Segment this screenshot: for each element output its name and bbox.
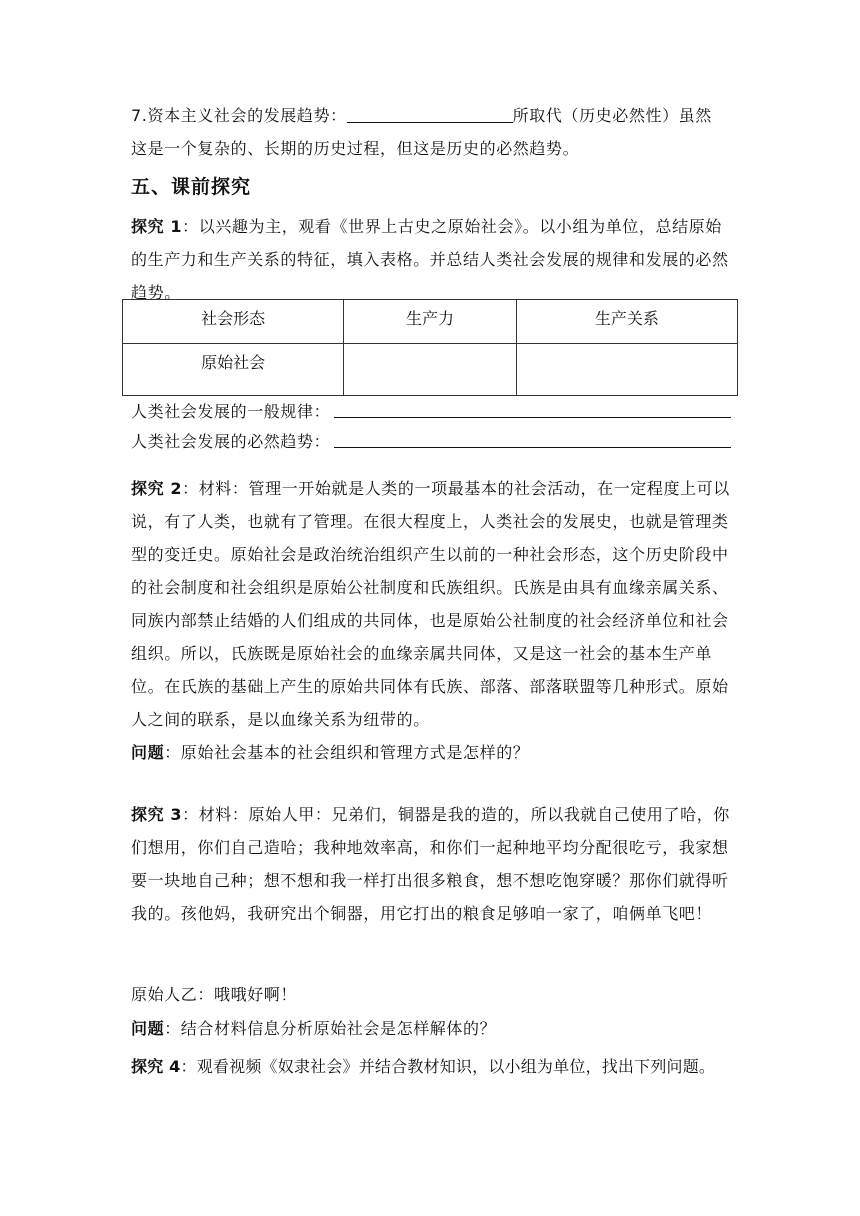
productivity-table — [122, 299, 738, 396]
table-header-cell: 生产关系 — [516, 300, 737, 344]
explore-4 — [131, 1050, 731, 1083]
section-title: 五、课前探究 — [131, 176, 252, 198]
question-3 — [131, 1012, 731, 1045]
answer-line[interactable] — [334, 446, 731, 448]
explore-1 — [131, 210, 731, 309]
item-7-suffix: 所取代（历史必然性）虽然 — [512, 106, 712, 125]
answer-line[interactable] — [334, 416, 731, 418]
explore-2 — [131, 472, 731, 769]
explore-1-label: 探究 1 — [131, 217, 183, 236]
question-text: ：结合材料信息分析原始社会是怎样解体的？ — [164, 1019, 497, 1038]
question-label: 问题 — [131, 743, 165, 762]
explore-2-text: ：材料：管理一开始就是人类的一项最基本的社会活动，在一定程度上可以说，有了人类，也就有了管理。在很大程度上，人类社会的发展史，也就是管理类型的变迁史。原始社会是政治统治组织产生以前的一种社会形态，这个历史阶段中的社会制度和社会组织是原始公社制度和氏族组织。氏族是由具有血缘亲属关系、同族内部禁止结婚的人们组成的共同体，也是原始公社制度的社会经济单位和社会组织。所以，氏族既是原始社会的血缘亲属共同体，又是这一社会的基本生产单位。在氏族的基础上产生的原始共同体有氏族、部落、部落联盟等几种形式。原始人之间的联系，是以血缘关系为纽带的。 — [131, 479, 730, 729]
table-header-cell: 社会形态 — [123, 300, 344, 344]
explore-3-label: 探究 3 — [131, 805, 183, 824]
table-cell: 原始社会 — [123, 344, 344, 396]
table-header-row — [123, 300, 738, 344]
question-text: ：原始社会基本的社会组织和管理方式是怎样的？ — [164, 743, 530, 762]
explore-1-text: ：以兴趣为主，观看《世界上古史之原始社会》。以小组为单位，总结原始的生产力和生产关系的特征，填入表格。并总结人类社会发展的规律和发展的必然趋势。 — [131, 217, 729, 302]
explore-3 — [131, 798, 731, 930]
explore-2-label: 探究 2 — [131, 479, 183, 498]
item-7-prefix: 7.资本主义社会的发展趋势： — [131, 106, 347, 125]
general-law-line — [131, 398, 731, 422]
table-row — [123, 344, 738, 396]
explore-4-label: 探究 4 — [131, 1057, 181, 1076]
table-cell-relations[interactable] — [516, 344, 737, 396]
item-7 — [131, 99, 731, 165]
inevitable-trend-label: 人类社会发展的必然趋势： — [131, 432, 331, 451]
general-law-label: 人类社会发展的一般规律： — [131, 402, 331, 421]
inevitable-trend-line — [131, 428, 731, 452]
answer-blank[interactable] — [347, 104, 513, 123]
question-label: 问题 — [131, 1019, 165, 1038]
explore-4-text: ：观看视频《奴隶社会》并结合教材知识，以小组为单位，找出下列问题。 — [180, 1057, 716, 1076]
reply-text: 原始人乙：哦哦好啊！ — [131, 985, 298, 1004]
table-header-cell: 生产力 — [344, 300, 517, 344]
explore-3-text: ：材料：原始人甲：兄弟们，铜器是我的造的，所以我就自己使用了哈，你们想用，你们自己造哈；我种地效率高，和你们一起种地平均分配很吃亏，我家想要一块地自己种；想不想和我一样打出很多粮食，想不想吃饱穿暖？那你们就得听我的。孩他妈，我研究出个铜器，用它打出的粮食足够咱一家了，咱俩单飞吧！ — [131, 805, 730, 923]
table-cell-productivity[interactable] — [344, 344, 517, 396]
item-7-line2: 这是一个复杂的、长期的历史过程，但这是历史的必然趋势。 — [131, 139, 580, 158]
reply-line — [131, 978, 731, 1011]
